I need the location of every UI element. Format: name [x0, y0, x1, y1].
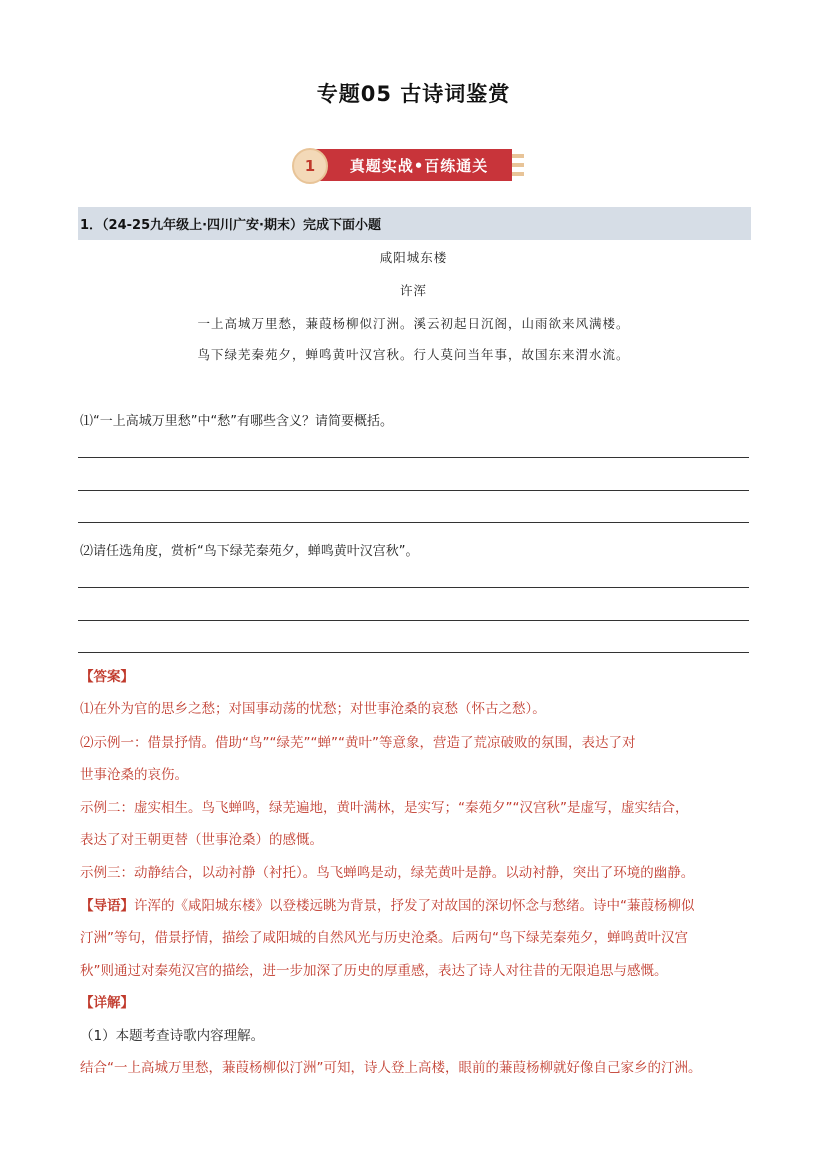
answer-line[interactable]	[78, 652, 749, 653]
example-3: 示例三：动静结合，以动衬静（衬托）。鸟飞蝉鸣是动，绿芜黄叶是静。以动衬静，突出了环境的幽静。	[80, 865, 695, 881]
answer-1: ⑴在外为官的思乡之愁；对国事动荡的忧愁；对世事沧桑的哀愁（怀古之愁）。	[80, 701, 546, 717]
detail-label: 【详解】	[80, 995, 134, 1011]
guide-line3: 秋”则通过对秦苑汉宫的描绘，进一步加深了历史的厚重感，表达了诗人对往昔的无限追思与感慨。	[80, 963, 668, 979]
banner-number: 1	[292, 148, 328, 184]
section-banner	[290, 146, 535, 186]
poem-line: 一上高城万里愁，蒹葭杨柳似汀洲。溪云初起日沉阁，山雨欲来风满楼。	[197, 316, 630, 331]
answer-line[interactable]	[78, 457, 749, 458]
answer-line[interactable]	[78, 522, 749, 523]
question-header: 1．（24-25九年级上·四川广安·期末）完成下面小题	[78, 207, 751, 240]
answer-2-line1: ⑵示例一：借景抒情。借助“鸟”“绿芜”“蝉”“黄叶”等意象，营造了荒凉破败的氛围，表达了对	[80, 735, 636, 751]
detail-1: （1）本题考查诗歌内容理解。	[80, 1028, 265, 1044]
poem-title: 咸阳城东楼	[379, 250, 448, 265]
answer-line[interactable]	[78, 490, 749, 491]
poem-line: 鸟下绿芜秦苑夕，蝉鸣黄叶汉宫秋。行人莫问当年事，故国东来渭水流。	[197, 347, 630, 362]
guide-line2: 汀洲”等句，借景抒情，描绘了咸阳城的自然风光与历史沧桑。后两句“鸟下绿芜秦苑夕，蝉鸣黄叶汉宫	[80, 930, 688, 946]
answer-line[interactable]	[78, 587, 749, 588]
answer-line[interactable]	[78, 620, 749, 621]
banner-label: 真题实战•百练通关	[312, 149, 512, 181]
banner-tail-bar	[512, 163, 524, 167]
sub-question-1: ⑴“一上高城万里愁”中“愁”有哪些含义？请简要概括。	[80, 414, 393, 429]
page-title: 专题05 古诗词鉴赏	[316, 82, 511, 106]
example-2-line2: 表达了对王朝更替（世事沧桑）的感慨。	[80, 832, 323, 848]
answer-2-line2: 世事沧桑的哀伤。	[80, 767, 188, 783]
guide-line1: 【导语】许浑的《咸阳城东楼》以登楼远眺为背景，抒发了对故国的深切怀念与愁绪。诗中“蒹葭杨柳似	[80, 898, 695, 914]
answer-label: 【答案】	[80, 669, 134, 685]
sub-question-2: ⑵请任选角度，赏析“鸟下绿芜秦苑夕，蝉鸣黄叶汉宫秋”。	[80, 544, 419, 559]
poem-author: 许浑	[399, 283, 427, 298]
example-2-line1: 示例二：虚实相生。鸟飞蝉鸣，绿芜遍地，黄叶满林，是实写；“秦苑夕”“汉宫秋”是虚写，虚实结合，	[80, 800, 689, 816]
detail-2: 结合“一上高城万里愁，蒹葭杨柳似汀洲”可知，诗人登上高楼，眼前的蒹葭杨柳就好像自己家乡的汀洲。	[80, 1060, 702, 1076]
